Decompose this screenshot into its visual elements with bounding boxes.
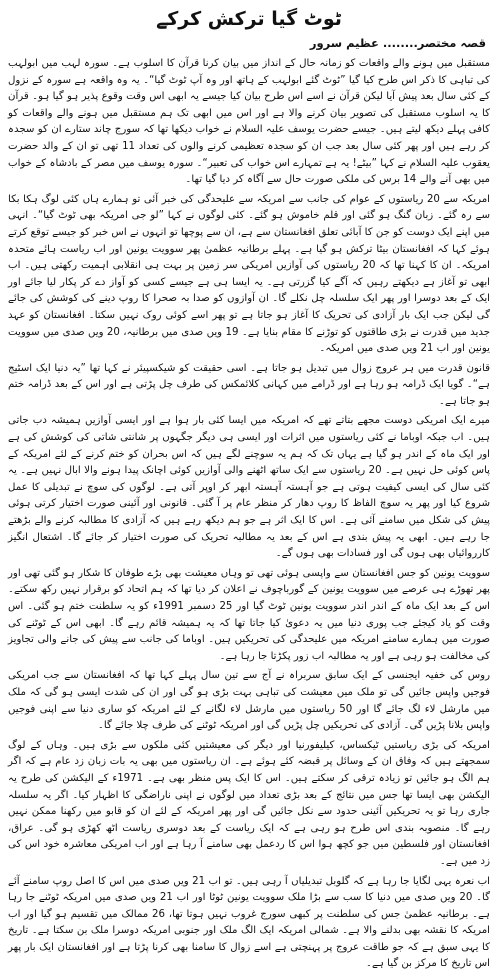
paragraph: سوویت یونین کو جس افغانستان سے واپسی ہوئی تھی تو وہاں معیشت بھی بڑے طوفان کا شکار ہو گئی تھی اور پھر تھوڑے ہی عرصے میں سوویت یونین کے گورباچوف نے اعلان کر دیا تھا کہ ہم اتحاد کو برقرار نہیں رکھ سکتے۔ اس کے بعد ایک ماہ کے اندر اندر سوویت یونین ٹوٹ گیا اور 25 دسمبر 1991ء کو یہ سلطنت ختم ہو گئی۔ اس وقت کو یاد کیجئے جب پوری دنیا میں یہ دعویٰ کیا جاتا تھا کہ یہ ہمیشہ قائم رہے گا۔ ابھی اس کے ٹوٹنے کی صورت میں ہمارے سامنے امریکہ میں علیحدگی کی تحریکیں ہیں۔ اوباما کی جانب سے پیش کی جانے والی تجاویز کی مخالفت ہو رہی ہے اور یہ مطالبہ اب زور پکڑتا جا رہا ہے۔ [8,566,490,666]
paragraph: امریکہ کی بڑی ریاستیں ٹیکساس، کیلیفورنیا اور دیگر کی معیشتیں کئی ملکوں سے بڑی ہیں۔ وہاں کے لوگ سمجھتے ہیں کہ وفاق ان کے وسائل پر قبضہ کئے ہوئے ہے۔ ان ریاستوں میں بھی یہ بات زبان زد عام ہے کہ اگر ہم الگ ہو جائیں تو زیادہ ترقی کر سکتے ہیں۔ اس کا ایک پس منظر بھی ہے۔ 1971ء کے الیکشن کی طرح یہ الیکشن بھی ایسا تھا جس میں نتائج کے بعد بڑی تعداد میں لوگوں نے اپنی ناراضگی کا اظہار کیا۔ اگر یہ سلسلہ جاری رہا تو یہ تحریکیں آئینی حدود سے نکل جائیں گی اور پھر امریکہ کے لئے ان کو قابو میں رکھنا ممکن نہیں رہے گا۔ منصوبہ بندی اس طرح ہو رہی ہے کہ ایک ریاست کے بعد دوسری ریاست اٹھ کھڑی ہو گی۔ عراق، افغانستان اور فلسطین میں جو کچھ ہوا اس کا ردعمل بھی سامنے آ رہا ہے اور اب امریکی معاشرہ خود اس کی زد میں ہے۔ [8,738,490,871]
byline-prefix: قصہ مختصر........ [383,36,486,50]
article-body [8,56,490,973]
paragraph: مستقبل میں ہونے والے واقعات کو زمانہ حال کے انداز میں بیان کرنا قرآن کا اسلوب ہے۔ سورہ لہب میں ابولہب کی تباہی کا ذکر اس طرح کیا گیا ”ٹوٹ گئے ابولہب کے ہاتھ اور وہ آپ ٹوٹ گیا“۔ یہ وہ واقعہ ہے سورہ کے نزول کے کئی سال بعد پیش آیا لیکن قرآن نے اسے اس طرح بیان کیا جیسے یہ ابھی اس وقت وقوع پذیر ہو گیا ہو۔ قرآن کا یہ اسلوب مستقبل کی تصویر بیان کرنے والا ہے اور اس میں ابھی تک ہم مستقبل میں ہونے والے واقعات کو کافی پہلے دیکھ لیتے ہیں۔ جیسے حضرت یوسف علیہ السلام نے خواب دیکھا تھا کہ سورج چاند ستارے ان کو سجدہ کر رہے ہیں اور پھر کئی سال بعد جب ان کو سجدہ تعظیمی کرنے والوں کی تعداد 11 تھی تو ان کے والد حضرت یعقوب علیہ السلام نے کہا ”بیٹے! یہ ہے تمہارے اس خواب کی تعبیر“۔ سورہ یوسف میں مصر کے بادشاہ کے خواب میں بھی آنے والے 14 برس کی ملکی صورت حال سے آگاہ کر دیا گیا تھا۔ [8,56,490,189]
paragraph: قانون قدرت میں ہر عروج زوال میں تبدیل ہو جاتا ہے۔ اسی حقیقت کو شیکسپیئر نے کہا تھا ”یہ دنیا ایک اسٹیج ہے“۔ گویا ایک ڈرامہ ہو رہا ہے اور ڈرامے میں کہانی کلائمکس کی طرف چل پڑتی ہے اور اس کے بعد ڈرامہ ختم ہو جاتا ہے۔ [8,361,490,411]
headline: ٹوٹ گیا ترکش کرکے [8,6,490,32]
paragraph: روس کی خفیہ ایجنسی کے ایک سابق سربراہ نے آج سے تین سال پہلے کہا تھا کہ افغانستان سے جب امریکی فوجیں واپس جائیں گی تو ملک میں معیشت کی تباہی بہت بڑی ہو گی اور ان کی شدت ایسی ہو گی کہ ملک میں مارشل لاء لگ جائے گا اور 50 ریاستوں میں مارشل لاء لگانے کے لئے امریکہ کو ساری دنیا سے اپنی فوجیں واپس بلانا پڑیں گی۔ آزادی کی تحریکیں چل پڑیں گی اور امریکہ ٹوٹنے کی طرف چلا جائے گا۔ [8,668,490,734]
author-name: عظیم سرور [310,36,379,50]
paragraph: اب نعرہ یہی لگایا جا رہا ہے کہ گلوبل تبدیلیاں آ رہی ہیں۔ تو اب 21 ویں صدی میں اس کا اصل روپ سامنے آئے گا۔ 20 ویں صدی میں دنیا کا سب سے بڑا ملک سوویت یونین ٹوٹا اور اب 21 ویں صدی میں امریکہ ٹوٹنے جا رہا ہے۔ برطانیہ عظمیٰ جس کی سلطنت پر کبھی سورج غروب نہیں ہوتا تھا، 26 ممالک میں تقسیم ہو گیا اور اب امریکہ کا نقشہ بھی بدلنے والا ہے۔ شمالی امریکہ ایک الگ ملک اور جنوبی امریکہ دوسرا ملک بن سکتا ہے۔ تاریخ کا یہی سبق ہے کہ جو طاقت عروج پر پہنچتی ہے اسے زوال کا سامنا بھی کرنا پڑتا ہے اور افغانستان ایک بار پھر اس تاریخ کا مرکز بن گیا ہے۔ [8,874,490,973]
paragraph: میرے ایک امریکی دوست مجھے بتاتے تھے کہ امریکہ میں ایسا کئی بار ہوا ہے اور ایسی آوازیں ہمیشہ دب جاتی ہیں۔ اب جبکہ اوباما نے کئی ریاستوں میں اثرات اور ایسی ہی دیگر جگہوں پر شانتی شاتی کی کوشش کی ہے اور ایک ماہ کے اندر ہو گیا ہے یہاں تک کہ ہم یہ سوچنے لگے ہیں کہ اس بحران کو ختم کرنے کے لئے امریکہ کے پاس کوئی حل نہیں ہے۔ 20 ریاستوں سے ایک ساتھ اٹھنے والی آوازیں کوئی اچانک پیدا ہونے والا ابال نہیں ہے۔ یہ کئی سال کی ایسی کیفیت ہوتی ہے جو آہستہ آہستہ ابھر کر اوپر آتی ہے۔ لوگوں کی سوچ نے تبدیلی کا عمل شروع کیا اور پھر یہ سوچ الفاظ کا روپ دھار کر منظر عام پر آ گئی۔ قانونی اور آئینی صورت اختیار کرتی ہوئی پیش کی شکل میں سامنے آئی ہے۔ اس کا ایک اثر ہے جو ہم دیکھ رہے ہیں کہ آزادی کا مطالبہ کرنے والے بڑھتے جا رہے ہیں۔ ابھی یہ پیش بندی ہے اس کے بعد یہ مطالبہ تحریک کی صورت اختیار کر جائے گا۔ اشتعال انگیز کارروائیاں بھی ہوں گی اور فسادات بھی ہوں گے۔ [8,413,490,562]
paragraph: امریکہ سے 20 ریاستوں کے عوام کی جانب سے امریکہ سے علیحدگی کی خبر آئی تو ہمارے ہاں کئی لوگ ہکا بکا سے رہ گئے۔ زبان گنگ ہو گئی اور قلم خاموش ہو گئے۔ کئی لوگوں نے کہا ”لو جی امریکہ بھی ٹوٹ گیا“۔ انہی میں اپنے ایک دوست کو جن کا آبائی تعلق افغانستان سے ہے، ان سے پوچھا تو انہوں نے اس خبر کو جیسے توقع کرتے ہوئے کہا کہ افغانستان بیٹا ترکش ہو گیا ہے۔ پہلے برطانیہ عظمیٰ پھر سوویت یونین اور اب ریاست ہائے متحدہ امریکہ۔ ان کا کہنا تھا کہ 20 ریاستوں کی آوازیں امریکی سر زمین پر بہت ہی انقلابی اہمیت رکھتی ہیں۔ اب ابھی تو آغاز ہے دیکھتے رہیں کہ آگے کیا گزرتی ہے۔ یہ ایسا ہی ہے جیسے کسی کو آواز دے کر پکار لیا جائے اور ایک کے بعد دوسرا اور پھر ایک سلسلہ چل نکلے گا۔ ان آوازوں کو صدا بہ صحرا کا روپ دینے کی کوشش کی جائے گی لیکن جب ایک بار آزادی کی تحریک کا آغاز ہو جاتا ہے تو پھر اسے کوئی روک نہیں سکتا۔ افغانستان کو عہد جدید میں قدرت نے بڑی طاقتوں کو توڑنے کا مقام بنایا ہے۔ 19 ویں صدی میں برطانیہ، 20 ویں صدی میں سوویت یونین اور اب 21 ویں صدی میں امریکہ۔ [8,192,490,358]
byline [8,34,486,52]
